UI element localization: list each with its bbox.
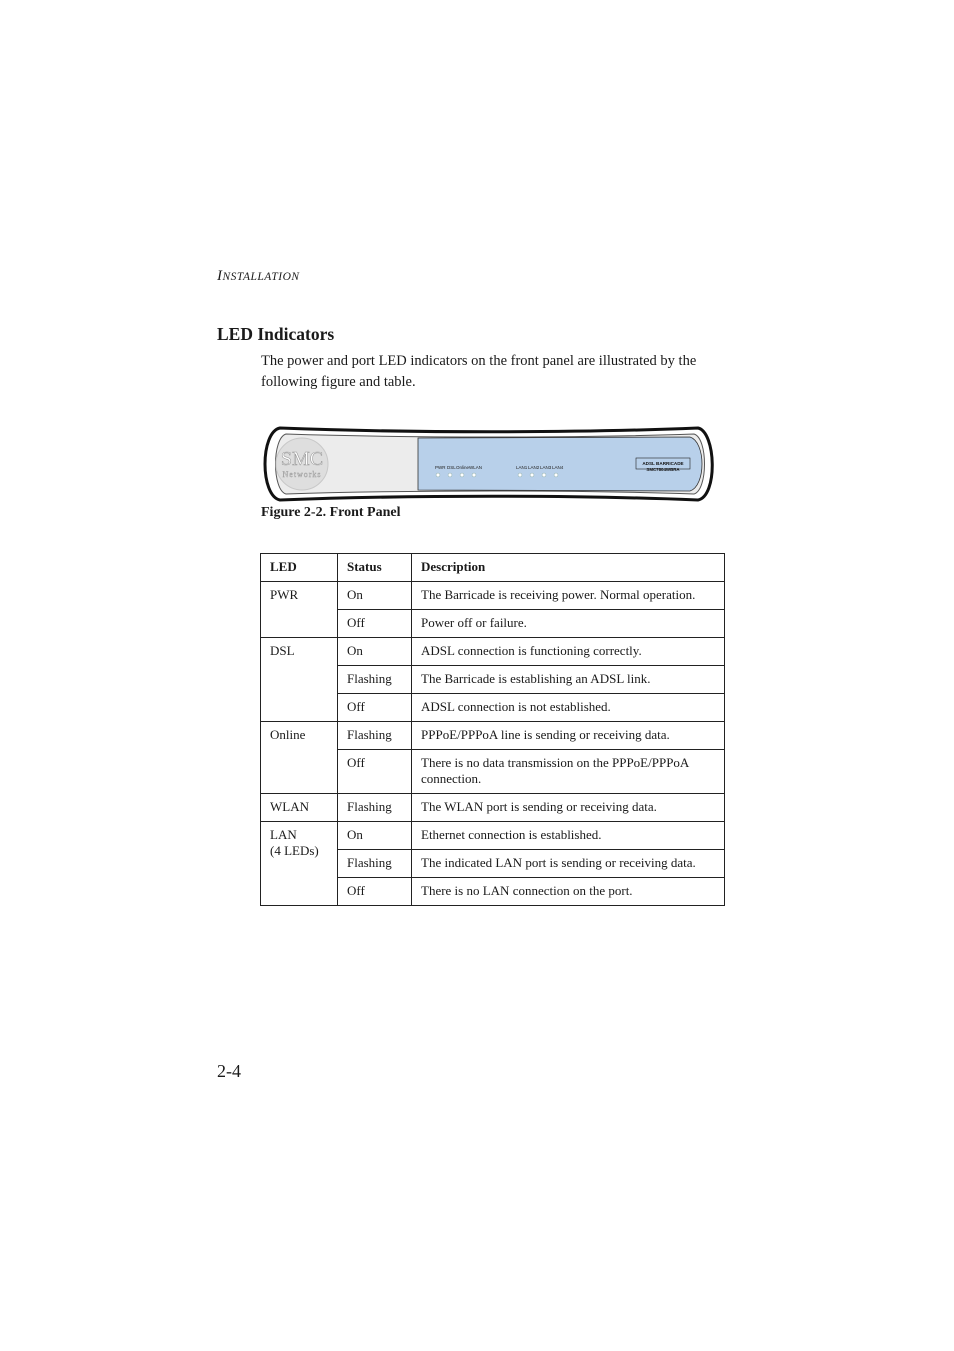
table-row (261, 722, 725, 750)
intro-paragraph: The power and port LED indicators on the front panel are illustrated by the following figure and table. (261, 353, 697, 390)
description-cell: The indicated LAN port is sending or receiving data. (412, 850, 725, 878)
status-cell: On (338, 638, 412, 666)
running-header-initial: I (217, 268, 223, 284)
status-cell: Off (338, 750, 412, 794)
table-row (261, 582, 725, 610)
description-cell: The Barricade is receiving power. Normal operation. (412, 582, 725, 610)
led-label-lan3: LAN3 (540, 465, 552, 470)
table-row (261, 638, 725, 666)
description-cell: There is no data transmission on the PPPoE/PPPoA connection. (412, 750, 725, 794)
front-panel-illustration (258, 424, 720, 504)
status-cell: Off (338, 694, 412, 722)
header-description: Description (412, 554, 725, 582)
description-cell: The WLAN port is sending or receiving data. (412, 794, 725, 822)
led-pwr (436, 473, 440, 477)
front-panel-figure (258, 424, 720, 504)
led-wlan (472, 473, 476, 477)
led-label-pwr: PWR (435, 465, 446, 470)
header-led: LED (261, 554, 338, 582)
led-cell: PWR (261, 582, 338, 638)
status-cell: Flashing (338, 666, 412, 694)
running-header (217, 268, 300, 285)
led-label-wlan: WLAN (469, 465, 483, 470)
led-dsl (448, 473, 452, 477)
status-cell: Off (338, 610, 412, 638)
led-lan4 (554, 473, 558, 477)
table-row (261, 822, 725, 850)
brand-name: ADSL BARRICADE (642, 461, 684, 466)
section-title: LED Indicators (217, 324, 335, 344)
led-lan2 (530, 473, 534, 477)
led-cell: WLAN (261, 794, 338, 822)
status-cell: On (338, 582, 412, 610)
logo-subtext: Networks (282, 470, 322, 479)
led-cell: Online (261, 722, 338, 794)
led-label-lan4: LAN4 (552, 465, 564, 470)
status-cell: Flashing (338, 794, 412, 822)
led-lan1 (518, 473, 522, 477)
figure-caption: Figure 2-2. Front Panel (261, 505, 401, 520)
led-label-lan1: LAN1 (516, 465, 528, 470)
running-header-rest: NSTALLATION (222, 271, 300, 283)
table-row (261, 794, 725, 822)
led-label-lan2: LAN2 (528, 465, 540, 470)
description-cell: Power off or failure. (412, 610, 725, 638)
led-lan3 (542, 473, 546, 477)
status-cell: Flashing (338, 722, 412, 750)
status-cell: Flashing (338, 850, 412, 878)
description-cell: There is no LAN connection on the port. (412, 878, 725, 906)
led-name: LAN (270, 827, 297, 842)
led-label-dsl: DSL (447, 465, 456, 470)
led-note: (4 LEDs) (270, 843, 319, 858)
led-label-online: Online (456, 465, 470, 470)
status-cell: Off (338, 878, 412, 906)
logo-text: SMC (280, 448, 324, 470)
page-number: 2-4 (217, 1061, 241, 1081)
status-cell: On (338, 822, 412, 850)
led-online (460, 473, 464, 477)
led-cell: DSL (261, 638, 338, 722)
header-status: Status (338, 554, 412, 582)
description-cell: ADSL connection is functioning correctly. (412, 638, 725, 666)
led-indicator-table (260, 553, 725, 906)
description-cell: ADSL connection is not established. (412, 694, 725, 722)
table-header-row (261, 554, 725, 582)
description-cell: The Barricade is establishing an ADSL link. (412, 666, 725, 694)
brand-model: SMC7804WBRA (646, 467, 680, 472)
led-cell (261, 822, 338, 906)
description-cell: Ethernet connection is established. (412, 822, 725, 850)
description-cell: PPPoE/PPPoA line is sending or receiving data. (412, 722, 725, 750)
